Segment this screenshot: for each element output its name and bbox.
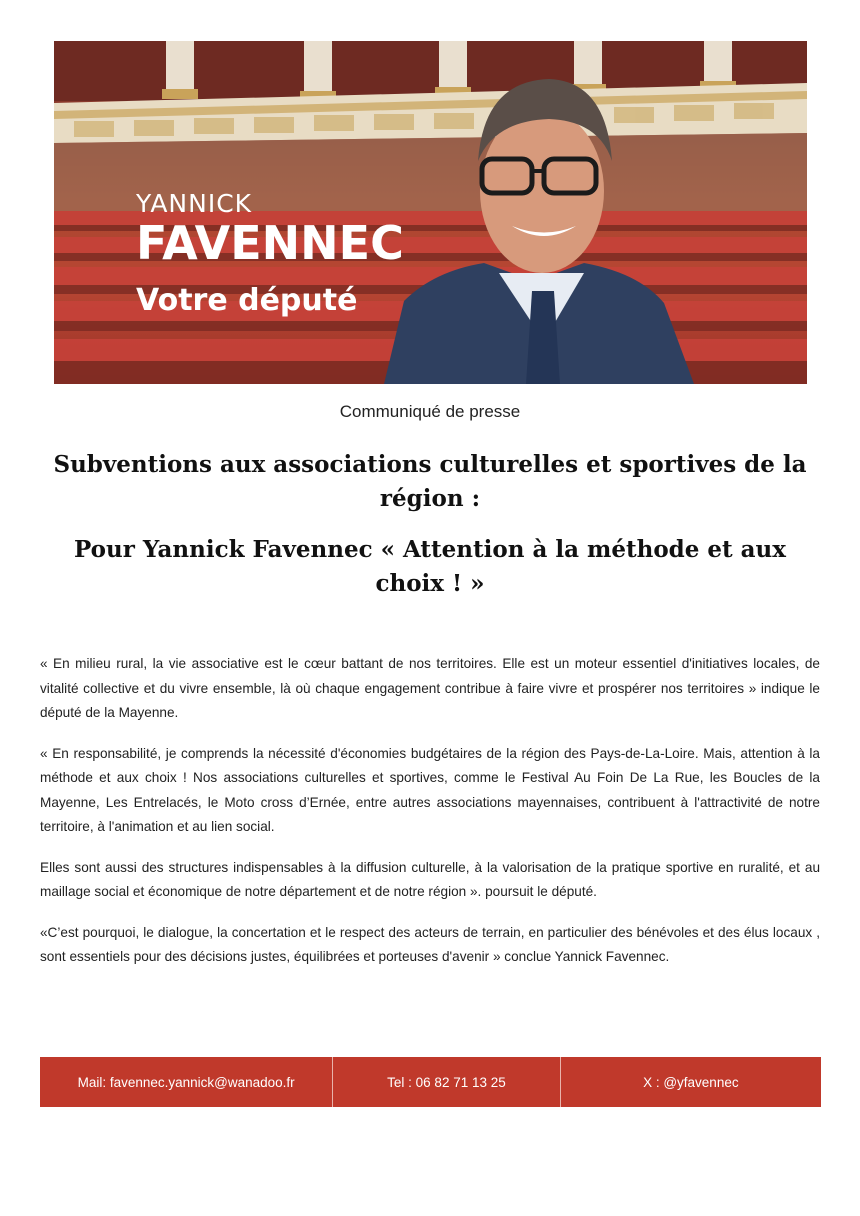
banner-last-name: FAVENNEC [136,216,404,270]
paragraph: « En milieu rural, la vie associative est le cœur battant de nos territoires. Elle est un moteur essentiel d'initiatives locales, de vitalité collective et du vivre ensemble, là où chaque engagement contribue à faire vivre et prospérer nos territoires » indique le député de la Mayenne. [40,656,820,720]
banner-role: Votre député [136,283,358,318]
subheadline: Pour Yannick Favennec « Attention à la méthode et aux choix ! » [74,536,786,597]
paragraph: Elles sont aussi des structures indispensables à la diffusion culturelle, à la valorisation de la pratique sportive en ruralité, et au maillage social et économique de notre département et de notre région ». poursuit le député. [40,859,820,899]
footer-phone[interactable]: Tel : 06 82 71 13 25 [333,1057,560,1107]
contact-footer [40,1057,821,1107]
banner-first-name: YANNICK [136,189,253,218]
footer-x-handle[interactable]: X : @yfavennec [643,1074,739,1090]
footer-mail[interactable]: Mail: favennec.yannick@wanadoo.fr [40,1057,333,1107]
headline: Subventions aux associations culturelles et sportives de la région : [53,451,807,512]
press-release-label: Communiqué de presse [339,402,521,421]
banner-name-block [136,191,404,316]
paragraph: « En responsabilité, je comprends la nécessité d'économies budgétaires de la région des Pays-de-La-Loire. Mais, attention à la méthode et aux choix ! Nos associations culturelles et sportives, comme le Festival Au Foin De La Rue, les Boucles de la Mayenne, Les Entrelacés, le Moto cross d’Ernée, entre autres associations mayennaises, contribuent à l'attractivité de notre territoire, à l'animation et au lien social. [40,745,820,834]
header-banner [54,41,807,384]
body-text [40,652,820,986]
paragraph: «C’est pourquoi, le dialogue, la concertation et le respect des acteurs de terrain, en particulier des bénévoles et des élus locaux , sont essentiels pour des décisions justes, équilibrées et porteuses d'avenir » conclue Yannick Favennec. [40,924,820,964]
